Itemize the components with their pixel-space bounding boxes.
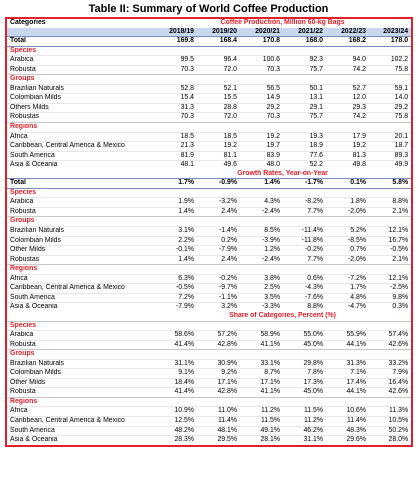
value-cell: 9.2% — [197, 369, 240, 379]
value-cell: 169.8 — [154, 37, 197, 47]
value-cell: 168.4 — [197, 37, 240, 47]
value-cell: -3.9% — [240, 236, 283, 246]
value-cell: 7.7% — [283, 255, 326, 265]
coffee-production-table — [5, 17, 413, 447]
value-cell: 16.7% — [369, 236, 412, 246]
value-cell: 100.6 — [240, 56, 283, 66]
value-cell: 50.1 — [283, 84, 326, 94]
value-cell: 75.7 — [283, 65, 326, 75]
value-cell: -7.2% — [326, 274, 369, 284]
table-row — [6, 207, 412, 217]
table-row — [6, 388, 412, 398]
value-cell: 46.2% — [283, 426, 326, 436]
table-row — [6, 113, 412, 123]
table-row — [6, 359, 412, 369]
row-label: Total — [6, 37, 154, 47]
production-caption: Coffee Production, Million 60-kg Bags — [154, 18, 412, 28]
row-label: Caribbean, Central America & Mexico — [6, 416, 154, 426]
value-cell: 0.1% — [326, 179, 369, 189]
categories-header: Categories — [6, 18, 154, 28]
value-cell: -9.7% — [197, 284, 240, 294]
value-cell: 49.9 — [369, 161, 412, 170]
value-cell: 44.1% — [326, 388, 369, 398]
value-cell: 11.2% — [283, 416, 326, 426]
value-cell: -0.2% — [283, 246, 326, 256]
value-cell: 41.1% — [240, 388, 283, 398]
value-cell: 55.9% — [326, 331, 369, 341]
value-cell: 11.4% — [326, 416, 369, 426]
value-cell: -7.9% — [154, 303, 197, 312]
share-caption-row — [6, 312, 412, 321]
value-cell: 16.4% — [369, 378, 412, 388]
value-cell: 29.6% — [326, 436, 369, 446]
value-cell: 21.3 — [154, 142, 197, 152]
row-label: Caribbean, Central America & Mexico — [6, 142, 154, 152]
value-cell: 31.1% — [154, 359, 197, 369]
value-cell: 6.3% — [154, 274, 197, 284]
row-label: Robusta — [6, 65, 154, 75]
value-cell: 9.1% — [154, 369, 197, 379]
value-cell: 1.7% — [154, 179, 197, 189]
value-cell: 75.8 — [369, 113, 412, 123]
value-cell: 94.0 — [326, 56, 369, 66]
value-cell: 12.1% — [369, 274, 412, 284]
value-cell: 8.8% — [369, 198, 412, 208]
value-cell: 31.1% — [283, 436, 326, 446]
row-label: Other Milds — [6, 378, 154, 388]
value-cell: 83.9 — [240, 151, 283, 161]
value-cell: 17.1% — [240, 378, 283, 388]
value-cell: 52.1 — [197, 84, 240, 94]
value-cell: 170.8 — [240, 37, 283, 47]
total-row — [6, 179, 412, 189]
value-cell: 10.9% — [154, 407, 197, 417]
value-cell: 48.1 — [154, 161, 197, 170]
table-caption-row — [6, 18, 412, 28]
row-label: South America — [6, 293, 154, 303]
value-cell: -2.0% — [326, 255, 369, 265]
row-label: Asia & Oceania — [6, 436, 154, 446]
value-cell: 8.5% — [240, 227, 283, 237]
row-label: Other Milds — [6, 246, 154, 256]
value-cell: 12.1% — [369, 227, 412, 237]
table-row — [6, 56, 412, 66]
caption-spacer — [6, 312, 154, 321]
group-heading: Species — [6, 321, 412, 331]
value-cell: 5.8% — [369, 179, 412, 189]
value-cell: -7.6% — [283, 293, 326, 303]
value-cell: -1.7% — [283, 179, 326, 189]
group-heading: Groups — [6, 350, 412, 360]
table-row — [6, 293, 412, 303]
value-cell: 75.8 — [369, 65, 412, 75]
value-cell: 33.1% — [240, 359, 283, 369]
value-cell: -2.5% — [369, 284, 412, 294]
value-cell: 3.2% — [197, 303, 240, 312]
value-cell: 15.5 — [197, 94, 240, 104]
value-cell: 52.8 — [154, 84, 197, 94]
value-cell: -4.3% — [283, 284, 326, 294]
value-cell: 178.0 — [369, 37, 412, 47]
row-label: Africa — [6, 407, 154, 417]
caption-spacer — [6, 170, 154, 179]
value-cell: 1.4% — [154, 255, 197, 265]
table-row — [6, 227, 412, 237]
value-cell: 102.2 — [369, 56, 412, 66]
value-cell: 41.4% — [154, 388, 197, 398]
year-header: 2023/24 — [369, 28, 412, 37]
value-cell: 28.0% — [369, 436, 412, 446]
value-cell: -2.4% — [240, 207, 283, 217]
growth-caption-row — [6, 170, 412, 179]
value-cell: 29.1 — [283, 103, 326, 113]
year-header: 2019/20 — [197, 28, 240, 37]
table-row — [6, 255, 412, 265]
value-cell: 81.9 — [154, 151, 197, 161]
value-cell: 58.6% — [154, 331, 197, 341]
value-cell: 29.2 — [240, 103, 283, 113]
group-heading-row — [6, 46, 412, 56]
value-cell: 28.8 — [197, 103, 240, 113]
value-cell: 9.8% — [369, 293, 412, 303]
value-cell: 31.3% — [326, 359, 369, 369]
row-label: Colombian Milds — [6, 236, 154, 246]
value-cell: 10.5% — [369, 416, 412, 426]
total-row — [6, 37, 412, 47]
value-cell: 74.2 — [326, 113, 369, 123]
value-cell: -0.9% — [197, 179, 240, 189]
value-cell: 81.1 — [197, 151, 240, 161]
row-label: Robustas — [6, 113, 154, 123]
value-cell: -0.5% — [369, 246, 412, 256]
value-cell: 81.3 — [326, 151, 369, 161]
value-cell: 72.0 — [197, 65, 240, 75]
value-cell: 15.4 — [154, 94, 197, 104]
value-cell: 0.7% — [326, 246, 369, 256]
value-cell: 99.5 — [154, 56, 197, 66]
value-cell: 3.5% — [240, 293, 283, 303]
value-cell: 19.2 — [326, 142, 369, 152]
row-label: Arabica — [6, 56, 154, 66]
table-row — [6, 378, 412, 388]
group-heading: Species — [6, 188, 412, 198]
value-cell: 48.1% — [197, 426, 240, 436]
table-row — [6, 65, 412, 75]
table-row — [6, 426, 412, 436]
group-heading: Groups — [6, 75, 412, 85]
value-cell: 3.1% — [154, 227, 197, 237]
value-cell: 42.6% — [369, 340, 412, 350]
value-cell: -3.2% — [197, 198, 240, 208]
row-label: Others Milds — [6, 103, 154, 113]
year-header: 2018/19 — [154, 28, 197, 37]
row-label: Brazilian Naturals — [6, 359, 154, 369]
value-cell: 28.1% — [240, 436, 283, 446]
value-cell: 49.8 — [326, 161, 369, 170]
table-row — [6, 103, 412, 113]
value-cell: 29.5% — [197, 436, 240, 446]
value-cell: -2.4% — [240, 255, 283, 265]
value-cell: 29.2 — [369, 103, 412, 113]
value-cell: 17.1% — [197, 378, 240, 388]
value-cell: 48.3% — [326, 426, 369, 436]
value-cell: 33.2% — [369, 359, 412, 369]
row-label: Asia & Oceania — [6, 303, 154, 312]
value-cell: 11.5% — [240, 416, 283, 426]
value-cell: 96.4 — [197, 56, 240, 66]
value-cell: 19.2 — [240, 132, 283, 142]
row-label: Africa — [6, 274, 154, 284]
value-cell: 18.7 — [369, 142, 412, 152]
value-cell: 14.9 — [240, 94, 283, 104]
value-cell: 70.3 — [154, 113, 197, 123]
row-label: Asia & Oceania — [6, 161, 154, 170]
value-cell: 7.7% — [283, 207, 326, 217]
row-label: Robusta — [6, 207, 154, 217]
value-cell: 18.5 — [197, 132, 240, 142]
value-cell: 89.3 — [369, 151, 412, 161]
value-cell: 41.4% — [154, 340, 197, 350]
value-cell: 2.1% — [369, 207, 412, 217]
value-cell: -8.2% — [283, 198, 326, 208]
value-cell: -3.3% — [240, 303, 283, 312]
value-cell: 50.2% — [369, 426, 412, 436]
value-cell: -0.2% — [197, 274, 240, 284]
value-cell: 0.2% — [197, 236, 240, 246]
value-cell: 17.4% — [326, 378, 369, 388]
value-cell: -0.5% — [154, 284, 197, 294]
table-row — [6, 284, 412, 294]
table-row — [6, 340, 412, 350]
group-heading: Regions — [6, 123, 412, 133]
table-row — [6, 246, 412, 256]
value-cell: -1.1% — [197, 293, 240, 303]
table-row — [6, 132, 412, 142]
value-cell: 70.3 — [240, 65, 283, 75]
value-cell: 42.8% — [197, 340, 240, 350]
value-cell: 28.3% — [154, 436, 197, 446]
value-cell: 18.9 — [283, 142, 326, 152]
value-cell: 19.2 — [197, 142, 240, 152]
header-spacer — [6, 28, 154, 37]
table-row — [6, 436, 412, 446]
value-cell: 12.0 — [326, 94, 369, 104]
value-cell: 19.7 — [240, 142, 283, 152]
row-label: Colombian Milds — [6, 369, 154, 379]
share-caption: Share of Categories, Percent (%) — [229, 311, 336, 319]
value-cell: 14.0 — [369, 94, 412, 104]
value-cell: 48.0 — [240, 161, 283, 170]
group-heading: Groups — [6, 217, 412, 227]
value-cell: -1.4% — [197, 227, 240, 237]
value-cell: 13.1 — [283, 94, 326, 104]
value-cell: 18.4% — [154, 378, 197, 388]
value-cell: 1.4% — [240, 179, 283, 189]
row-label: South America — [6, 151, 154, 161]
row-label: Brazilian Naturals — [6, 84, 154, 94]
value-cell: 31.3 — [154, 103, 197, 113]
value-cell: 2.2% — [154, 236, 197, 246]
value-cell: 7.8% — [283, 369, 326, 379]
group-heading: Regions — [6, 265, 412, 275]
group-heading-row — [6, 265, 412, 275]
value-cell: 42.6% — [369, 388, 412, 398]
value-cell: 92.3 — [283, 56, 326, 66]
value-cell: 70.3 — [240, 113, 283, 123]
value-cell: 5.2% — [326, 227, 369, 237]
value-cell: 2.1% — [369, 255, 412, 265]
value-cell: 2.4% — [197, 207, 240, 217]
value-cell: 75.7 — [283, 113, 326, 123]
year-header: 2022/23 — [326, 28, 369, 37]
value-cell: 44.1% — [326, 340, 369, 350]
value-cell: 29.8% — [283, 359, 326, 369]
value-cell: 4.3% — [240, 198, 283, 208]
value-cell: 1.9% — [154, 198, 197, 208]
table-body — [6, 37, 412, 446]
value-cell: -8.5% — [326, 236, 369, 246]
page-title: Table II: Summary of World Coffee Production — [88, 3, 329, 15]
table-row — [6, 142, 412, 152]
value-cell: 18.5 — [154, 132, 197, 142]
row-label: Brazilian Naturals — [6, 227, 154, 237]
value-cell: 1.8% — [326, 198, 369, 208]
group-heading-row — [6, 350, 412, 360]
value-cell: 12.5% — [154, 416, 197, 426]
value-cell: 52.7 — [326, 84, 369, 94]
row-label: Africa — [6, 132, 154, 142]
value-cell: 20.1 — [369, 132, 412, 142]
value-cell: 17.9 — [326, 132, 369, 142]
year-header: 2020/21 — [240, 28, 283, 37]
value-cell: -11.8% — [283, 236, 326, 246]
value-cell: 168.2 — [326, 37, 369, 47]
value-cell: 41.1% — [240, 340, 283, 350]
value-cell: 77.6 — [283, 151, 326, 161]
group-heading-row — [6, 321, 412, 331]
value-cell: 58.9% — [240, 331, 283, 341]
table-row — [6, 161, 412, 170]
value-cell: -0.1% — [154, 246, 197, 256]
value-cell: 3.8% — [240, 274, 283, 284]
value-cell: 57.2% — [197, 331, 240, 341]
value-cell: 0.6% — [283, 274, 326, 284]
value-cell: 42.8% — [197, 388, 240, 398]
value-cell: 168.0 — [283, 37, 326, 47]
table-row — [6, 407, 412, 417]
table-row — [6, 94, 412, 104]
value-cell: 10.6% — [326, 407, 369, 417]
value-cell: 11.4% — [197, 416, 240, 426]
group-heading-row — [6, 123, 412, 133]
table-row — [6, 303, 412, 312]
row-label: Colombian Milds — [6, 94, 154, 104]
value-cell: 48.2% — [154, 426, 197, 436]
row-label: Robusta — [6, 388, 154, 398]
value-cell: 49.6 — [197, 161, 240, 170]
row-label: Robusta — [6, 340, 154, 350]
value-cell: 45.0% — [283, 340, 326, 350]
value-cell: 1.2% — [240, 246, 283, 256]
value-cell: 7.2% — [154, 293, 197, 303]
value-cell: 57.4% — [369, 331, 412, 341]
value-cell: -2.0% — [326, 207, 369, 217]
value-cell: 72.0 — [197, 113, 240, 123]
value-cell: 49.1% — [240, 426, 283, 436]
value-cell: 17.3% — [283, 378, 326, 388]
value-cell: 11.3% — [369, 407, 412, 417]
value-cell: 52.2 — [283, 161, 326, 170]
value-cell: 19.3 — [283, 132, 326, 142]
table-row — [6, 331, 412, 341]
year-header: 2021/22 — [283, 28, 326, 37]
value-cell: 11.2% — [240, 407, 283, 417]
row-label: Total — [6, 179, 154, 189]
row-label: Robustas — [6, 255, 154, 265]
year-header-row — [6, 28, 412, 37]
group-heading-row — [6, 75, 412, 85]
value-cell: -7.9% — [197, 246, 240, 256]
value-cell: 70.3 — [154, 65, 197, 75]
group-heading-row — [6, 397, 412, 407]
value-cell: 2.4% — [197, 255, 240, 265]
value-cell: 45.0% — [283, 388, 326, 398]
group-heading-row — [6, 188, 412, 198]
value-cell: 2.5% — [240, 284, 283, 294]
value-cell: 7.9% — [369, 369, 412, 379]
table-row — [6, 369, 412, 379]
value-cell: 74.2 — [326, 65, 369, 75]
value-cell: 59.1 — [369, 84, 412, 94]
value-cell: 8.8% — [283, 303, 326, 312]
value-cell: 8.7% — [240, 369, 283, 379]
table-row — [6, 274, 412, 284]
value-cell: 30.9% — [197, 359, 240, 369]
table-row — [6, 416, 412, 426]
value-cell: 11.5% — [283, 407, 326, 417]
value-cell: 11.0% — [197, 407, 240, 417]
value-cell: 7.1% — [326, 369, 369, 379]
value-cell: 56.5 — [240, 84, 283, 94]
value-cell: -4.7% — [326, 303, 369, 312]
value-cell: 4.8% — [326, 293, 369, 303]
value-cell: 0.3% — [369, 303, 412, 312]
value-cell: 55.0% — [283, 331, 326, 341]
group-heading-row — [6, 217, 412, 227]
table-row — [6, 151, 412, 161]
row-label: Arabica — [6, 198, 154, 208]
row-label: Caribbean, Central America & Mexico — [6, 284, 154, 294]
value-cell: 29.3 — [326, 103, 369, 113]
value-cell: 1.4% — [154, 207, 197, 217]
value-cell: -11.4% — [283, 227, 326, 237]
table-row — [6, 236, 412, 246]
row-label: South America — [6, 426, 154, 436]
row-label: Arabica — [6, 331, 154, 341]
group-heading: Regions — [6, 397, 412, 407]
value-cell: 1.7% — [326, 284, 369, 294]
growth-caption: Growth Rates, Year-on-Year — [237, 169, 328, 177]
table-row — [6, 84, 412, 94]
group-heading: Species — [6, 46, 412, 56]
table-row — [6, 198, 412, 208]
